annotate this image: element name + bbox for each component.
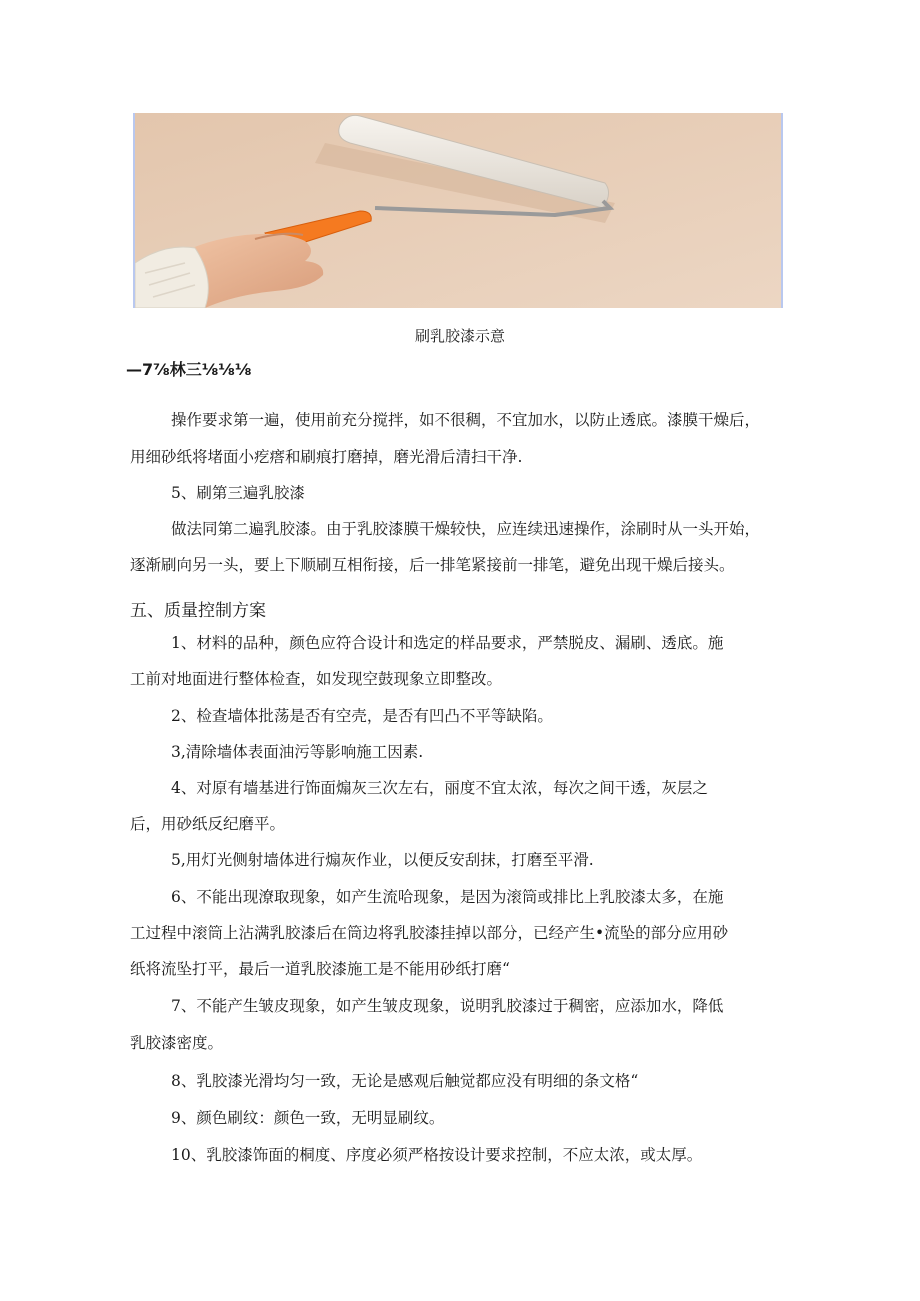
list-item: 2、检查墙体批荡是否有空壳，是否有凹凸不平等缺陷。 bbox=[171, 707, 553, 725]
step-title: 5、刷第三遍乳胶漆 bbox=[171, 484, 305, 502]
section-heading: 五、质量控制方案 bbox=[130, 601, 266, 621]
list-item-continuation: 乳胶漆密度。 bbox=[130, 1034, 224, 1052]
paragraph-line: 做法同第二遍乳胶漆。由于乳胶漆膜干燥较快，应连续迅速操作，涂刷时从一头开始， bbox=[171, 520, 761, 538]
list-item: 6、不能出现潦取现象，如产生流哈现象，是因为滚筒或排比上乳胶漆太多，在施 bbox=[171, 888, 724, 906]
list-item: 1、材料的品种，颜色应符合设计和选定的样品要求，严禁脱皮、漏刷、透底。施 bbox=[171, 634, 724, 652]
list-item: 7、不能产生皱皮现象，如产生皱皮现象，说明乳胶漆过于稠密，应添加水，降低 bbox=[171, 997, 724, 1015]
list-item: 9、颜色刷纹：颜色一致，无明显刷纹。 bbox=[171, 1109, 445, 1127]
list-item: 10、乳胶漆饰面的桐度、序度必须严格按设计要求控制，不应太浓，或太厚。 bbox=[171, 1146, 703, 1164]
list-item: 5,用灯光侧射墙体进行煽灰作业，以便反安刮抹，打磨至平滑. bbox=[171, 851, 594, 869]
figure-caption: 刷乳胶漆示意 bbox=[414, 327, 505, 345]
list-item: 3,清除墙体表面油污等影响施工因素. bbox=[171, 743, 424, 761]
list-item-continuation: 纸将流坠打平，最后一道乳胶漆施工是不能用砂纸打磨“ bbox=[130, 960, 510, 978]
paragraph-line: 用细砂纸将堵面小疙瘩和刷痕打磨掉，磨光滑后清扫干净. bbox=[130, 448, 523, 466]
section-heading-garbled: —7⅞林三⅛⅛⅛ bbox=[126, 360, 252, 379]
list-item: 4、对原有墙基进行饰面煽灰三次左右，丽度不宜太浓，每次之间干透，灰层之 bbox=[171, 779, 708, 797]
paragraph-line: 操作要求第一遍，使用前充分搅拌，如不很稠，不宜加水，以防止透底。漆膜干燥后， bbox=[171, 411, 761, 429]
paint-roller-illustration bbox=[135, 113, 781, 308]
paint-roller-photo bbox=[133, 113, 783, 308]
list-item: 8、乳胶漆光滑均匀一致，无论是感观后触觉都应没有明细的条文格“ bbox=[171, 1072, 639, 1090]
list-item-continuation: 后，用砂纸反纪磨平。 bbox=[130, 815, 286, 833]
list-item-continuation: 工过程中滚筒上沾满乳胶漆后在筒边将乳胶漆挂掉以部分，已经产生•流坠的部分应用砂 bbox=[130, 924, 729, 942]
list-item-continuation: 工前对地面进行整体检查，如发现空鼓现象立即整改。 bbox=[130, 670, 503, 688]
paragraph-line: 逐渐刷向另一头，要上下顺刷互相衔接，后一排笔紧接前一排笔，避免出现干燥后接头。 bbox=[130, 556, 735, 574]
